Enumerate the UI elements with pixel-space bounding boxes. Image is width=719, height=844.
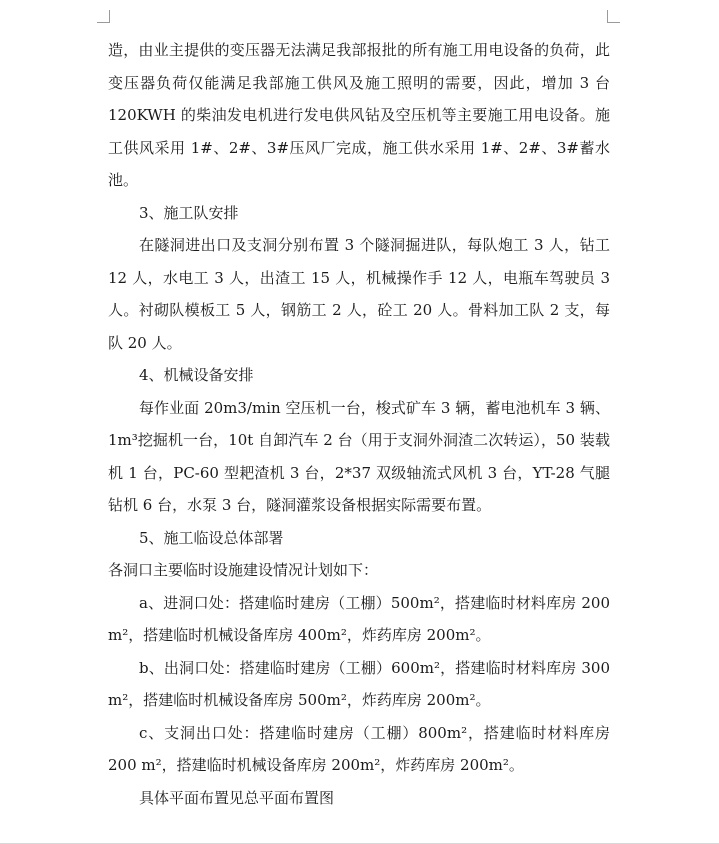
paragraph-equipment-arrangement: 每作业面 20m3/min 空压机一台，梭式矿车 3 辆，蓄电池机车 3 辆、1m³挖掘机一台，10t 自卸汽车 2 台（用于支洞外洞渣二次转运），50 装载机 1 台，PC-60 型耙渣机 3 台，2*37 双级轴流式风机 3 台，YT-28 气腿钻机 6 台，水泵 3 台，隧洞灌浆设备根据实际需要布置。 bbox=[108, 398, 610, 514]
paragraph-facilities-intro: 各洞口主要临时设施建设情况计划如下： bbox=[108, 561, 379, 579]
list-item-exit: b、出洞口处：搭建临时建房（工棚）600m²，搭建临时材料库房 300 m²，搭建临时机械设备库房 500m²，炸药库房 200m²。 bbox=[108, 658, 610, 709]
list-item-entrance: a、进洞口处：搭建临时建房（工棚）500m²，搭建临时材料库房 200 m²，搭建临时机械设备库房 400m²，炸药库房 200m²。 bbox=[108, 593, 610, 644]
heading-equipment-arrangement: 4、机械设备安排 bbox=[139, 366, 254, 384]
heading-temporary-facilities: 5、施工临设总体部署 bbox=[139, 528, 284, 547]
list-item-branch-tunnel: c、支洞出口处：搭建临时建房（工棚）800m²，搭建临时材料库房 200 m²，搭建临时机械设备库房 200m²，炸药库房 200m²。 bbox=[108, 723, 610, 774]
paragraph-power-supply: 造，由业主提供的变压器无法满足我部报批的所有施工用电设备的负荷，此变压器负荷仅能满足我部施工供风及施工照明的需要，因此，增加 3 台 120KWH 的柴油发电机进行发电供风钻及空压机等主要施工用电设备。施工供风采用 1#、2#、3#压风厂完成，施工供水采用 1#、2#、3#蓄水池。 bbox=[108, 41, 610, 189]
heading-team-arrangement: 3、施工队安排 bbox=[139, 203, 239, 222]
paragraph-layout-reference: 具体平面布置见总平面布置图 bbox=[139, 788, 335, 807]
crop-mark-top-right bbox=[607, 10, 620, 23]
page-body bbox=[108, 34, 610, 814]
paragraph-team-arrangement: 在隧洞进出口及支洞分别布置 3 个隧洞掘进队，每队炮工 3 人，钻工 12 人，水电工 3 人，出渣工 15 人，机械操作手 12 人，电瓶车驾驶员 3 人。衬砌队模板工 5 人，钢筋工 2 人，砼工 20 人。骨料加工队 2 支，每队 20 人。 bbox=[108, 236, 610, 352]
crop-mark-top-left bbox=[97, 10, 110, 23]
